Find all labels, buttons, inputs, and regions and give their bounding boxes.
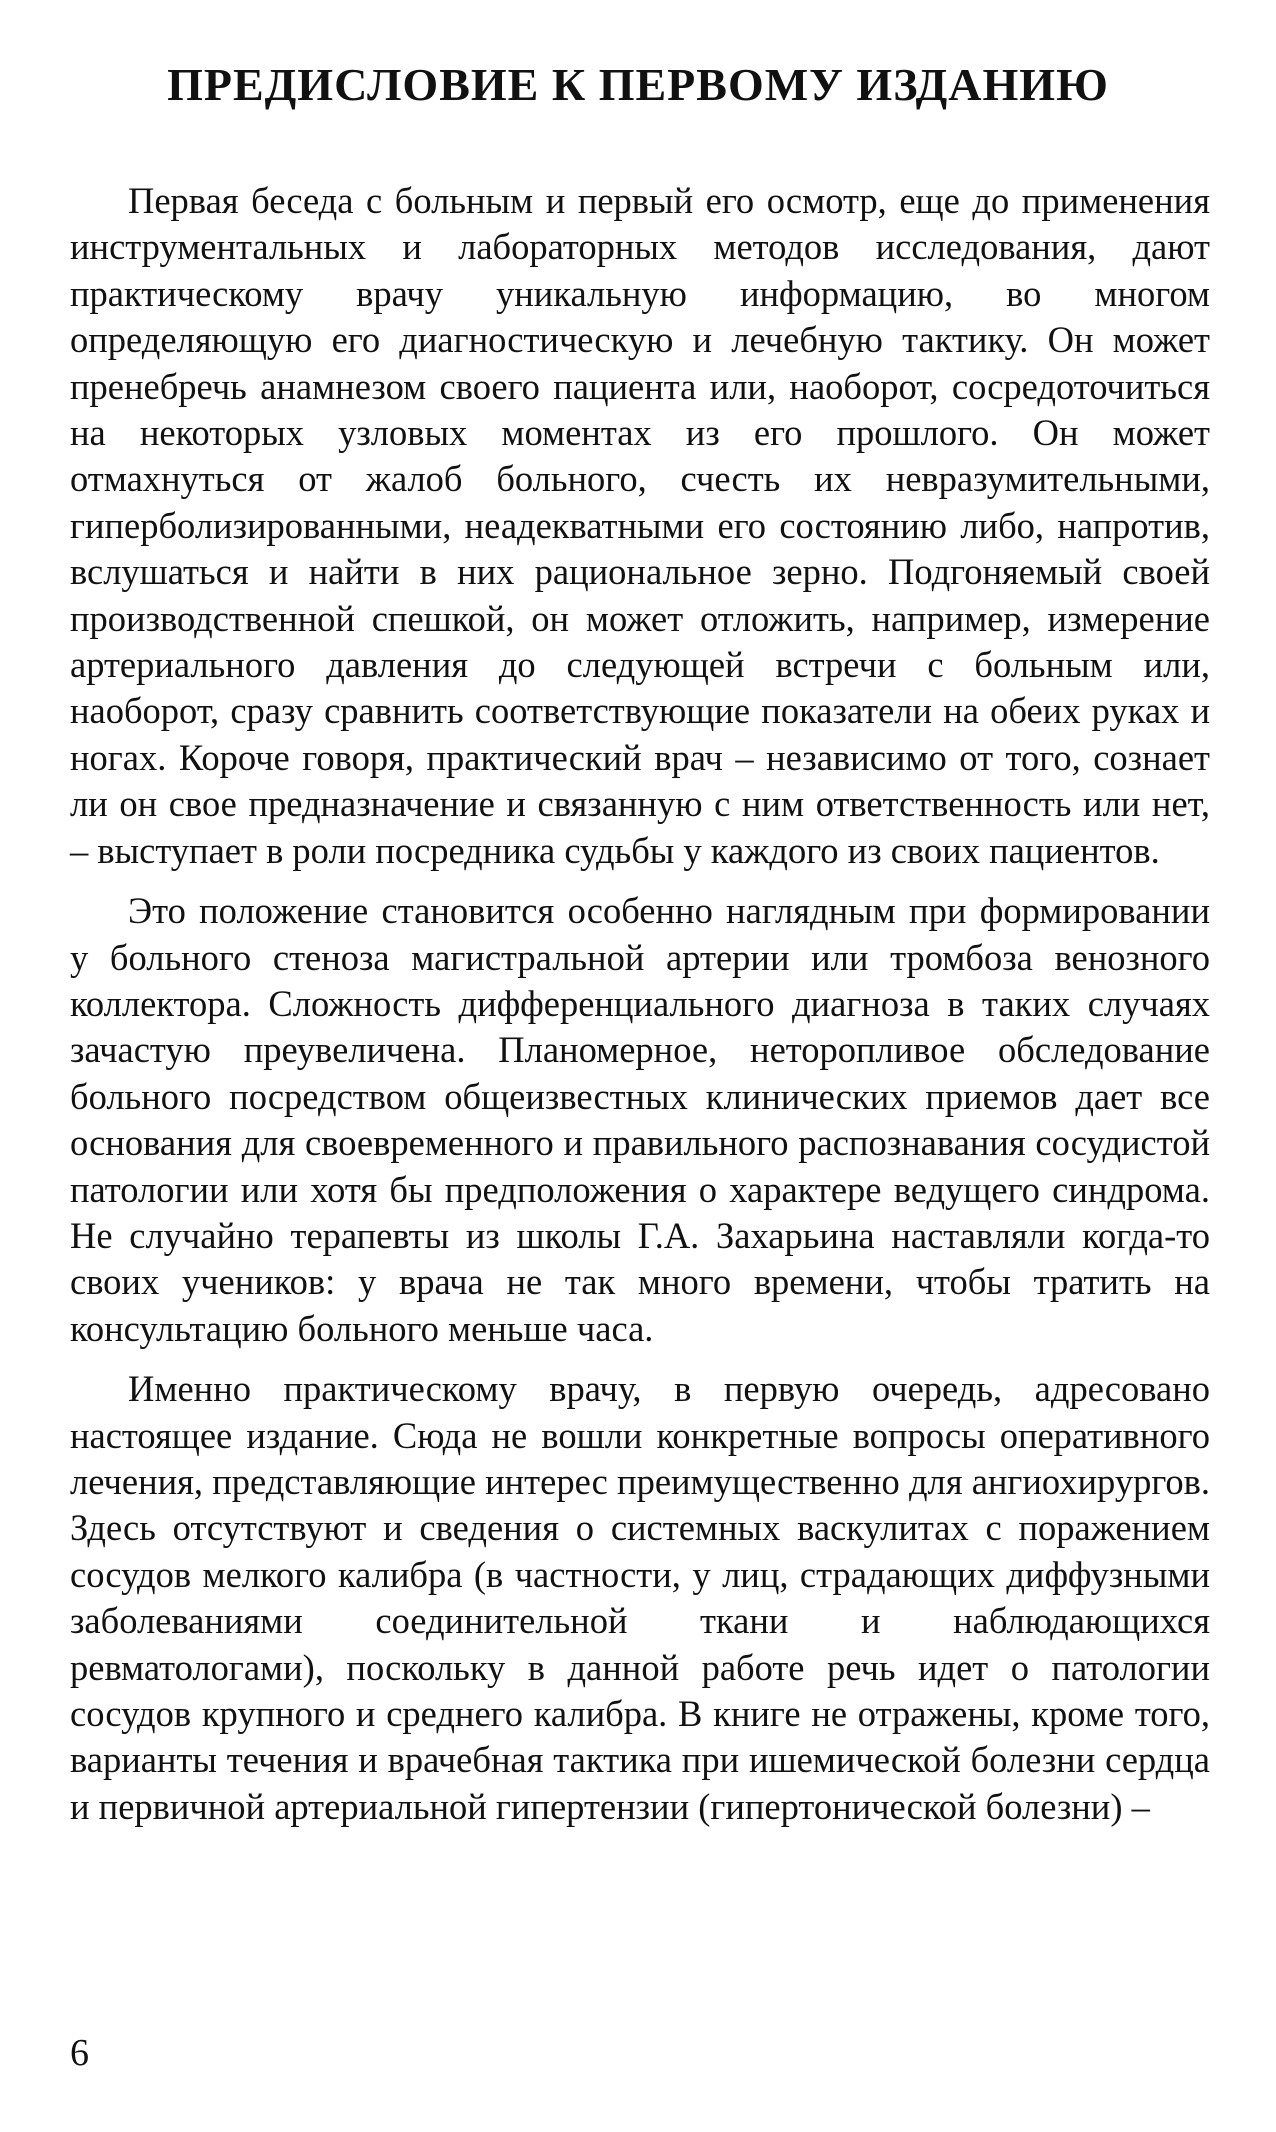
paragraph-2: Это положение становится особенно наглядным при формировании у больного стеноза магистральной артерии или тромбоза венозного коллектора. Сложность дифференциального диагноза в таких случаях зачастую преувеличена. Планомерное, неторопливое обследование больного посредством общеизвестных клинических приемов дает все основания для своевременного и правильного распознавания сосудистой патологии или хотя бы предположения о характере ведущего синдрома. Не случайно терапевты из школы Г.А. Захарьина наставляли когда-то своих учеников: у врача не так много времени, чтобы тратить на консультацию больного меньше часа. bbox=[70, 890, 1210, 1349]
paragraph-3: Именно практическому врачу, в первую очередь, адресовано настоящее издание. Сюда не вошли конкретные вопросы оперативного лечения, представляющие интерес преимущественно для ангиохирургов. Здесь отсутствуют и сведения о системных васкулитах с поражением сосудов мелкого калибра (в частности, у лиц, страдающих диффузными заболеваниями соединительной ткани и наблюдающихся ревматологами), поскольку в данной работе речь идет о патологии сосудов крупного и среднего калибра. В книге не отражены, кроме того, варианты течения и врачебная тактика при ишемической болезни сердца и первичной артериальной гипертензии (гипертонической болезни) – bbox=[70, 1368, 1210, 1827]
paragraph-1: Первая беседа с больным и первый его осмотр, еще до применения инструментальных и лабораторных методов исследования, дают практическому врачу уникальную информацию, во многом определяющую его диагностическую и лечебную тактику. Он может пренебречь анамнезом своего пациента или, наоборот, сосредоточиться на некоторых узловых моментах из его прошлого. Он может отмахнуться от жалоб больного, счесть их невразумительными, гиперболизированными, неадекватными его состоянию либо, напротив, вслушаться и найти в них рациональное зерно. Подгоняемый своей производственной спешкой, он может отложить, например, измерение артериального давления до следующей встречи с больным или, наоборот, сразу сравнить соответствующие показатели на обеих руках и ногах. Короче говоря, практический врач – независимо от того, сознает ли он свое предназначение и связанную с ним ответственность или нет, – выступает в роли посредника судьбы у каждого из своих пациентов. bbox=[70, 180, 1210, 871]
body-text bbox=[70, 178, 1210, 1844]
page-number: 6 bbox=[70, 2032, 89, 2074]
page-title: ПРЕДИСЛОВИЕ К ПЕРВОМУ ИЗДАНИЮ bbox=[167, 59, 1109, 110]
